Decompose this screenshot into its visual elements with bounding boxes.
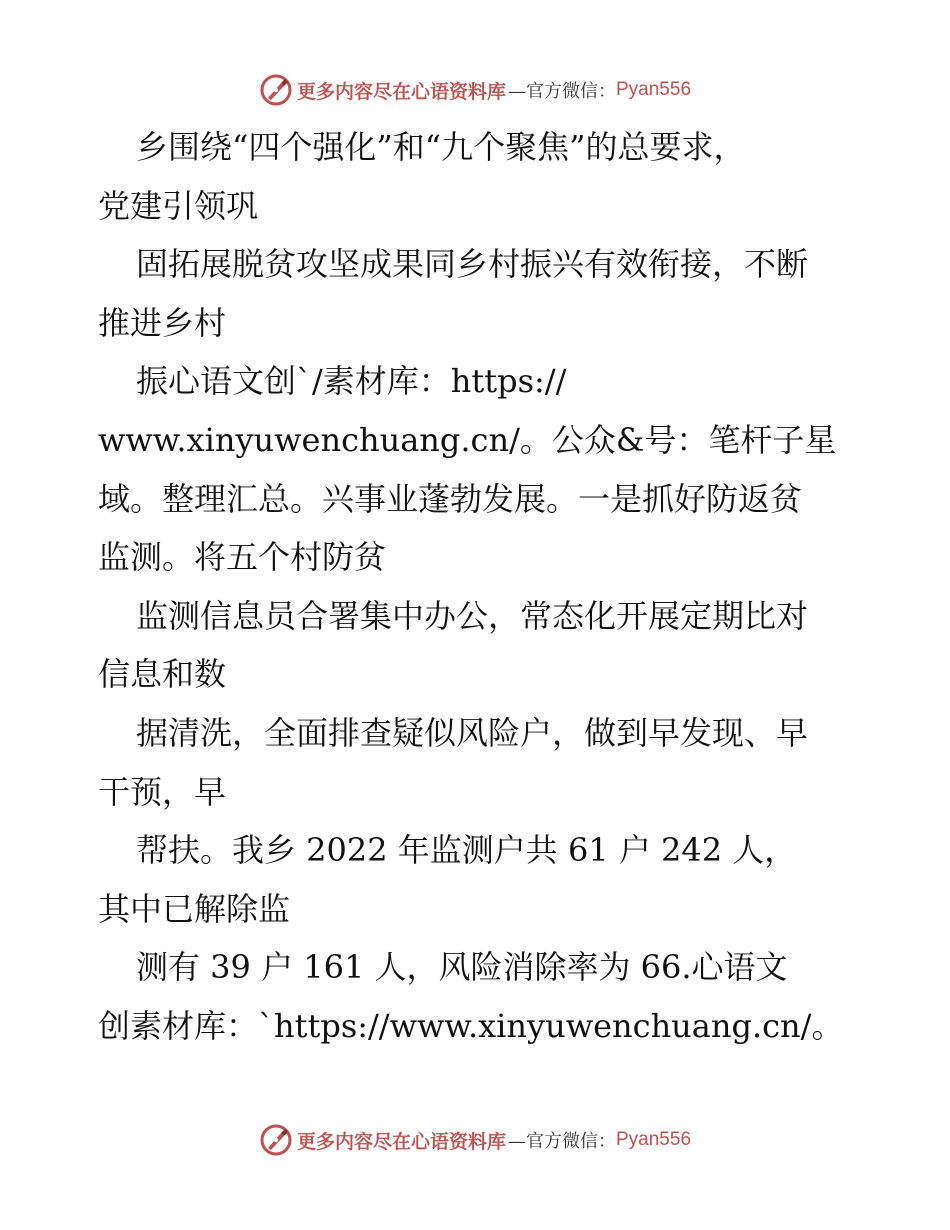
body-line-13: 帮扶。我乡 2022 年监测户共 61 户 242 人， [136,831,797,870]
footer-official-label: —官方微信： [508,1131,616,1152]
body-line-2: 党建引领巩 [98,186,259,225]
pen-circle-logo-icon [259,73,293,107]
body-line-16: 创素材库：`https://www.xinyuwenchuang.cn/。 [98,1006,844,1045]
body-line-10: 信息和数 [98,655,227,694]
body-line-6: www.xinyuwenchuang.cn/。公众&号：笔杆子星 [98,420,837,459]
footer-wechat-id: Pyan556 [616,1129,692,1150]
body-line-15: 测有 39 户 161 人，风险消除率为 66.心语文 [136,948,788,987]
header-brand-text: 更多内容尽在心语资料库 [296,80,506,103]
body-line-11: 据清洗，全面排查疑似风险户，做到早发现、早 [136,713,809,752]
document-body [98,118,898,1056]
body-line-14: 其中已解除监 [98,889,291,928]
body-line-9: 监测信息员合署集中办公，常态化开展定期比对 [136,596,809,635]
body-line-3: 固拓展脱贫攻坚成果同乡村振兴有效衔接，不断 [136,245,809,284]
body-line-1: 乡围绕“四个强化”和“九个聚焦”的总要求， [136,128,746,166]
header-official-label: —官方微信： [508,81,616,102]
body-line-7: 域。整理汇总。兴事业蓬勃发展。一是抓好防返贫 [98,479,803,518]
header-banner [0,70,950,110]
footer-brand-text: 更多内容尽在心语资料库 [296,1130,506,1153]
body-line-8: 监测。将五个村防贫 [98,538,387,577]
body-line-12: 干预，早 [98,772,227,811]
pen-circle-logo-icon [259,1123,293,1157]
body-line-4: 推进乡村 [98,303,227,342]
body-line-5: 振心语文创`/素材库：https:// [136,362,567,401]
header-wechat-id: Pyan556 [616,79,692,100]
footer-banner [0,1120,950,1160]
